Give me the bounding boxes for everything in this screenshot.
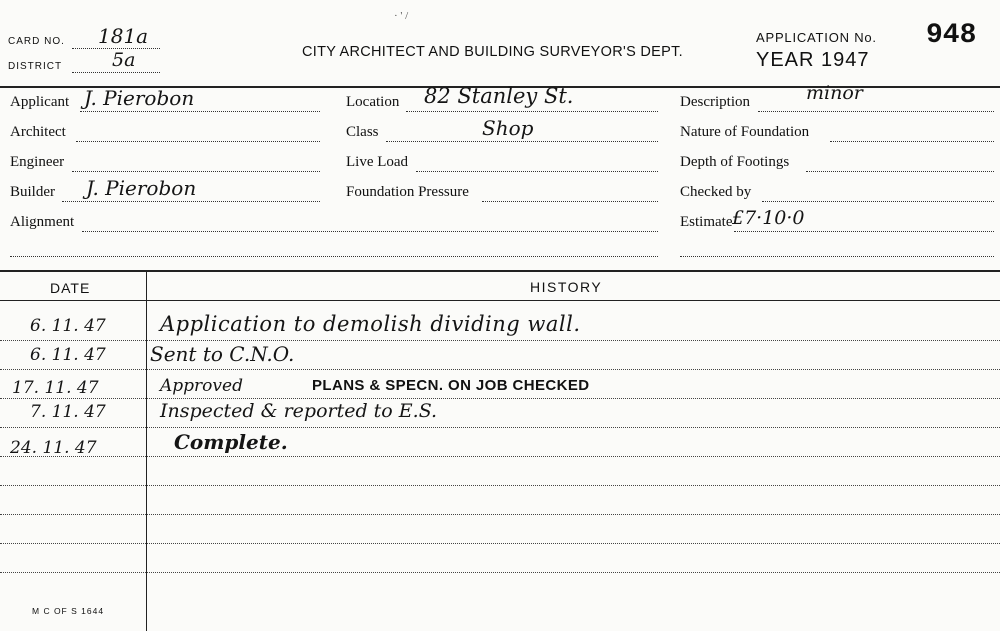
- date-header: DATE: [50, 280, 91, 296]
- history-row-text: Inspected & reported to E.S.: [160, 400, 438, 422]
- nature-of-foundation-label: Nature of Foundation: [680, 124, 810, 140]
- history-row-text: Application to demolish dividing wall.: [160, 312, 581, 336]
- class-label: Class: [346, 124, 379, 140]
- live-load-label: Live Load: [346, 154, 409, 170]
- location-label: Location: [346, 94, 400, 110]
- dept-title: CITY ARCHITECT AND BUILDING SURVEYOR'S DEPT.: [302, 44, 683, 60]
- applicant-label: Applicant: [10, 94, 70, 110]
- card-no-value: 181a: [98, 24, 149, 48]
- year-text: YEAR 1947: [756, 49, 870, 71]
- engineer-label: Engineer: [10, 154, 65, 170]
- stamp-plans-checked: PLANS & SPECN. ON JOB CHECKED: [312, 377, 590, 394]
- alignment-label: Alignment: [10, 214, 75, 230]
- checked-by-label: Checked by: [680, 184, 752, 200]
- applicant-value: J. Pierobon: [84, 86, 195, 110]
- foundation-pressure-label: Foundation Pressure: [346, 184, 469, 200]
- district-value: 5a: [112, 49, 136, 71]
- mark-glyph: · ' /: [394, 10, 409, 22]
- estimate-value: £7·10·0: [732, 207, 805, 229]
- estimate-label: Estimate: [680, 214, 733, 230]
- history-row-date: 6. 11. 47: [30, 345, 106, 365]
- history-row-date: 7. 11. 47: [30, 402, 106, 422]
- card-no-label: CARD NO.: [8, 36, 65, 47]
- history-row-text: Complete.: [174, 430, 288, 454]
- history-row-date: 6. 11. 47: [30, 316, 106, 336]
- depth-of-footings-label: Depth of Footings: [680, 154, 790, 170]
- district-label: DISTRICT: [8, 61, 63, 72]
- application-no-label: APPLICATION No.: [756, 30, 877, 45]
- architect-label: Architect: [10, 124, 66, 140]
- application-no-value: 948: [926, 20, 977, 51]
- history-row-date: 17. 11. 47: [12, 378, 99, 398]
- class-value: Shop: [482, 116, 534, 140]
- history-row-date: 24. 11. 47: [10, 438, 97, 458]
- print-code: M C OF S 1644: [32, 606, 105, 616]
- builder-value: J. Pierobon: [86, 176, 197, 200]
- history-header: HISTORY: [530, 279, 603, 295]
- history-row-text: Sent to C.N.O.: [150, 342, 295, 366]
- description-value: minor: [806, 82, 863, 104]
- date-column-divider: [146, 270, 147, 631]
- location-value: 82 Stanley St.: [424, 84, 574, 108]
- builder-label: Builder: [10, 184, 55, 200]
- description-label: Description: [680, 94, 750, 110]
- history-row-text: Approved: [160, 376, 243, 396]
